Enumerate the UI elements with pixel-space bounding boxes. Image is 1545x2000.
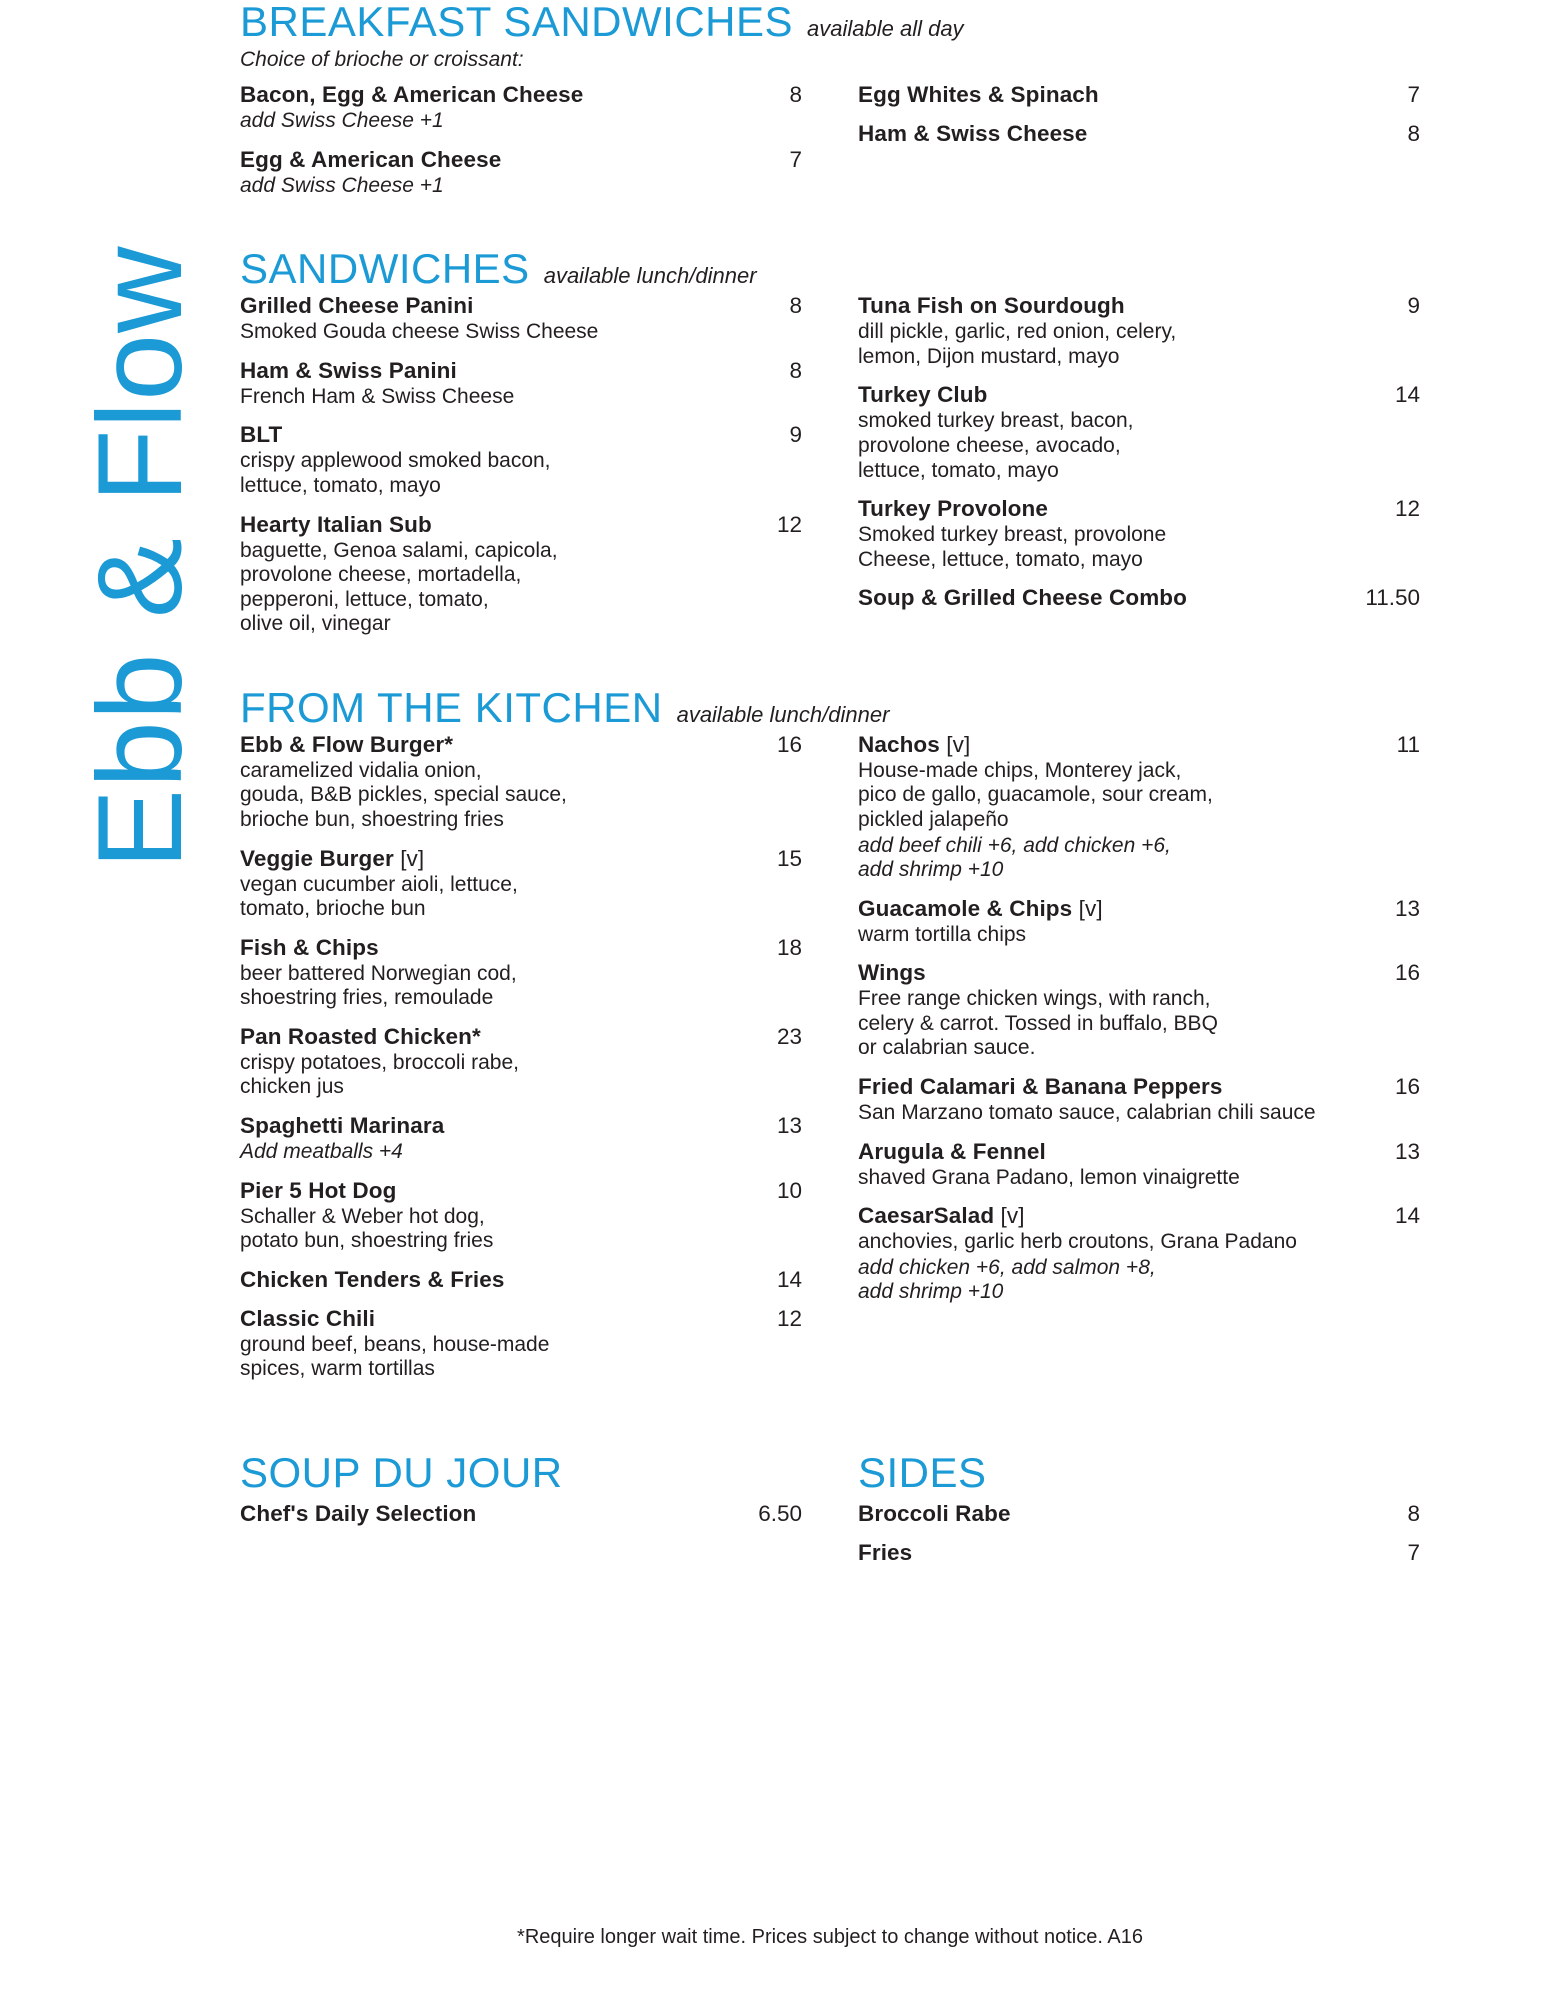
menu-item-row [240, 293, 802, 319]
menu-item-row [240, 1024, 802, 1050]
menu-item [240, 1178, 802, 1254]
menu-item [858, 1203, 1420, 1305]
section-spacer [240, 1395, 1420, 1425]
menu-item-price: 23 [776, 1023, 802, 1049]
menu-item-name: Hearty Italian Sub [240, 511, 432, 537]
menu-page [240, 0, 1420, 2000]
menu-item [240, 1267, 802, 1293]
menu-item-row [240, 422, 802, 448]
menu-item-name: Egg & American Cheese [240, 146, 502, 172]
menu-item-name: Fried Calamari & Banana Peppers [858, 1073, 1223, 1099]
menu-item-row [858, 1139, 1420, 1165]
menu-item-row [240, 1501, 802, 1527]
menu-item [858, 1540, 1420, 1566]
menu-item-addon: add beef chili +6, add chicken +6, add shrimp +10 [858, 833, 1171, 882]
menu-section-title: SIDES [858, 1448, 987, 1496]
menu-item-description: shaved Grana Padano, lemon vinaigrette [858, 1165, 1240, 1189]
menu-item-row [240, 732, 802, 758]
menu-item-price: 8 [789, 293, 802, 319]
menu-item-row [240, 82, 802, 108]
menu-item-row [858, 732, 1420, 758]
menu-item-row [240, 1306, 802, 1332]
menu-bottom-section [858, 1448, 1420, 1579]
section-spacer [240, 650, 1420, 680]
menu-item-price: 11 [1396, 731, 1420, 757]
menu-item-row [858, 121, 1420, 147]
menu-item-name: Fries [858, 1539, 913, 1565]
menu-item-name: Spaghetti Marinara [240, 1112, 445, 1138]
menu-item-description: beer battered Norwegian cod, shoestring fries, remoulade [240, 961, 517, 1010]
menu-item-name: Arugula & Fennel [858, 1138, 1046, 1164]
menu-section-title: SANDWICHES [240, 245, 530, 293]
menu-item-name: Pier 5 Hot Dog [240, 1177, 397, 1203]
menu-item-description: warm tortilla chips [858, 922, 1027, 946]
brand-wordmark: Ebb & Flow [73, 245, 207, 869]
menu-column-left [240, 293, 802, 650]
menu-item [858, 121, 1420, 147]
menu-section [240, 0, 1420, 241]
menu-item-row [858, 1501, 1420, 1527]
menu-item-name: Chef's Daily Selection [240, 1500, 477, 1526]
menu-item [240, 935, 802, 1011]
menu-item-name: Broccoli Rabe [858, 1500, 1011, 1526]
menu-item-price: 14 [1394, 1203, 1420, 1229]
menu-column-left [240, 82, 802, 211]
menu-item [240, 358, 802, 410]
menu-section-header [240, 247, 1420, 291]
menu-item-price: 13 [1394, 1138, 1420, 1164]
menu-item-description: dill pickle, garlic, red onion, celery, lemon, Dijon mustard, mayo [858, 320, 1177, 368]
menu-item-description: baguette, Genoa salami, capicola, provolone cheese, mortadella, pepperoni, lettuce, tomato, olive oil, vinegar [240, 538, 558, 636]
menu-column-right [858, 293, 1420, 650]
section-spacer [240, 211, 1420, 241]
menu-item-addon: add Swiss Cheese +1 [240, 173, 444, 197]
menu-sections [240, 0, 1420, 1425]
menu-item-row [240, 147, 802, 173]
menu-item [240, 82, 802, 134]
menu-item-name: Ebb & Flow Burger* [240, 731, 454, 757]
menu-item-price: 12 [776, 511, 802, 537]
menu-item-description: ground beef, beans, house-made spices, warm tortillas [240, 1332, 550, 1381]
menu-item-price: 14 [776, 1266, 802, 1292]
menu-item-description: crispy potatoes, broccoli rabe, chicken jus [240, 1050, 519, 1099]
menu-item-name: Turkey Club [858, 382, 988, 408]
menu-item-row [240, 1267, 802, 1293]
menu-item-name: Ham & Swiss Cheese [858, 121, 1088, 147]
menu-column-left [240, 732, 802, 1395]
menu-item-price: 8 [789, 82, 802, 108]
menu-section-title: SOUP DU JOUR [240, 1448, 563, 1496]
menu-section-header [240, 0, 1420, 44]
menu-column-right [858, 732, 1420, 1395]
menu-section-availability: available all day [807, 16, 964, 41]
menu-item-name: CaesarSalad [v] [858, 1203, 1025, 1229]
menu-item-row [858, 293, 1420, 319]
menu-column-right [858, 82, 1420, 211]
menu-item [858, 960, 1420, 1061]
menu-item-price: 15 [776, 845, 802, 871]
vegetarian-tag: [v] [939, 731, 971, 757]
menu-item-description: Smoked turkey breast, provolone Cheese, lettuce, tomato, mayo [858, 523, 1167, 571]
menu-section [240, 683, 1420, 1425]
vegetarian-tag: [v] [1072, 895, 1103, 921]
menu-item-name: Classic Chili [240, 1305, 376, 1331]
menu-item [240, 732, 802, 833]
menu-item-price: 10 [776, 1177, 802, 1203]
menu-item-description: French Ham & Swiss Cheese [240, 384, 515, 408]
menu-item [858, 1139, 1420, 1191]
menu-item [858, 293, 1420, 369]
menu-section-availability: available lunch/dinner [543, 263, 757, 289]
menu-item [240, 293, 802, 345]
menu-item-description: caramelized vidalia onion, gouda, B&B pickles, special sauce, brioche bun, shoestring fries [240, 758, 567, 832]
menu-item-price: 16 [1394, 960, 1420, 986]
menu-item [240, 846, 802, 922]
menu-bottom-section [240, 1448, 802, 1579]
menu-item-row [240, 512, 802, 538]
menu-item [858, 382, 1420, 483]
menu-item-addon: add chicken +6, add salmon +8, add shrimp +10 [858, 1255, 1156, 1304]
menu-item-row [858, 82, 1420, 108]
menu-item-row [240, 1178, 802, 1204]
menu-item-price: 13 [1394, 895, 1420, 921]
vegetarian-tag: [v] [994, 1203, 1025, 1229]
menu-item-name: Tuna Fish on Sourdough [858, 293, 1125, 319]
menu-item-price: 8 [789, 357, 802, 383]
menu-item-description: Smoked Gouda cheese Swiss Cheese [240, 320, 599, 344]
menu-item [240, 422, 802, 498]
menu-item-row [240, 1113, 802, 1139]
menu-item-name: Fish & Chips [240, 934, 379, 960]
menu-item-name: Nachos [v] [858, 731, 971, 757]
menu-item-name: Soup & Grilled Cheese Combo [858, 585, 1187, 611]
menu-item-price: 18 [776, 934, 802, 960]
menu-item-price: 8 [1407, 121, 1420, 147]
menu-item-row [858, 896, 1420, 922]
menu-item [858, 82, 1420, 108]
menu-item-description: anchovies, garlic herb croutons, Grana Padano [858, 1230, 1297, 1254]
menu-section-columns [240, 293, 1420, 650]
menu-item-price: 13 [776, 1112, 802, 1138]
menu-item [240, 147, 802, 199]
menu-section-columns [240, 82, 1420, 211]
menu-section [240, 247, 1420, 680]
menu-item-row [240, 358, 802, 384]
menu-item-price: 7 [1407, 1539, 1420, 1565]
menu-item-description: House-made chips, Monterey jack, pico de gallo, guacamole, sour cream, pickled jalapeño [858, 758, 1213, 832]
menu-item-row [858, 1074, 1420, 1100]
menu-item-row [858, 960, 1420, 986]
menu-item [240, 512, 802, 637]
menu-section-title: BREAKFAST SANDWICHES [240, 0, 794, 45]
vegetarian-tag: [v] [393, 845, 425, 871]
menu-item-price: 12 [776, 1305, 802, 1331]
menu-item [240, 1113, 802, 1165]
menu-item-name: Turkey Provolone [858, 496, 1048, 522]
menu-section-title: FROM THE KITCHEN [240, 683, 663, 731]
menu-item [858, 1074, 1420, 1126]
menu-item-name: Egg Whites & Spinach [858, 82, 1099, 108]
menu-item-addon: add Swiss Cheese +1 [240, 109, 444, 133]
menu-item-description: Free range chicken wings, with ranch, celery & carrot. Tossed in buffalo, BBQ or calabrian sauce. [858, 987, 1218, 1060]
menu-item-addon: Add meatballs +4 [240, 1139, 403, 1163]
menu-item-name: Grilled Cheese Panini [240, 293, 474, 319]
menu-item-price: 6.50 [758, 1500, 802, 1526]
menu-item-price: 16 [1394, 1073, 1420, 1099]
menu-item-row [858, 1203, 1420, 1229]
menu-item-price: 7 [1407, 82, 1420, 108]
menu-item-price: 16 [776, 731, 802, 757]
menu-item-price: 9 [789, 422, 802, 448]
footnote: *Require longer wait time. Prices subject to change without notice. A16 [517, 1926, 1143, 1948]
menu-item-price: 8 [1407, 1500, 1420, 1526]
menu-item [858, 496, 1420, 572]
menu-section-header [240, 683, 1420, 731]
menu-item-name: Wings [858, 960, 926, 986]
menu-item-price: 14 [1394, 382, 1420, 408]
menu-item-name: Pan Roasted Chicken* [240, 1023, 481, 1049]
menu-section-columns [240, 732, 1420, 1395]
menu-item [240, 1306, 802, 1382]
menu-item-name: Chicken Tenders & Fries [240, 1266, 505, 1292]
menu-bottom-sections [240, 1448, 1420, 1579]
menu-item-description: San Marzano tomato sauce, calabrian chili sauce [858, 1100, 1316, 1124]
menu-item-description: vegan cucumber aioli, lettuce, tomato, brioche bun [240, 872, 518, 921]
menu-item [858, 1501, 1420, 1527]
menu-item-name: BLT [240, 422, 283, 448]
menu-item-description: Schaller & Weber hot dog, potato bun, shoestring fries [240, 1204, 494, 1253]
menu-item-price: 12 [1394, 496, 1420, 522]
menu-item-name: Guacamole & Chips [v] [858, 895, 1103, 921]
menu-item-price: 9 [1407, 293, 1420, 319]
menu-item-row [240, 846, 802, 872]
menu-item-row [858, 585, 1420, 611]
menu-item [858, 732, 1420, 883]
menu-item [240, 1501, 802, 1527]
menu-item-price: 7 [789, 146, 802, 172]
menu-item-row [858, 496, 1420, 522]
menu-item-name: Veggie Burger [v] [240, 845, 425, 871]
menu-item-name: Ham & Swiss Panini [240, 357, 457, 383]
menu-item-price: 11.50 [1365, 585, 1420, 611]
menu-item [858, 585, 1420, 611]
menu-section-subnote: Choice of brioche or croissant: [240, 48, 524, 72]
brand-rail [0, 0, 207, 2000]
menu-item-row [858, 1540, 1420, 1566]
menu-item [240, 1024, 802, 1100]
menu-item-description: smoked turkey breast, bacon, provolone cheese, avocado, lettuce, tomato, mayo [858, 409, 1134, 482]
menu-item-row [240, 935, 802, 961]
menu-item-row [858, 382, 1420, 408]
menu-section-availability: available lunch/dinner [676, 701, 890, 727]
menu-item-description: crispy applewood smoked bacon, lettuce, tomato, mayo [240, 449, 551, 497]
menu-item [858, 896, 1420, 948]
menu-item-name: Bacon, Egg & American Cheese [240, 82, 584, 108]
